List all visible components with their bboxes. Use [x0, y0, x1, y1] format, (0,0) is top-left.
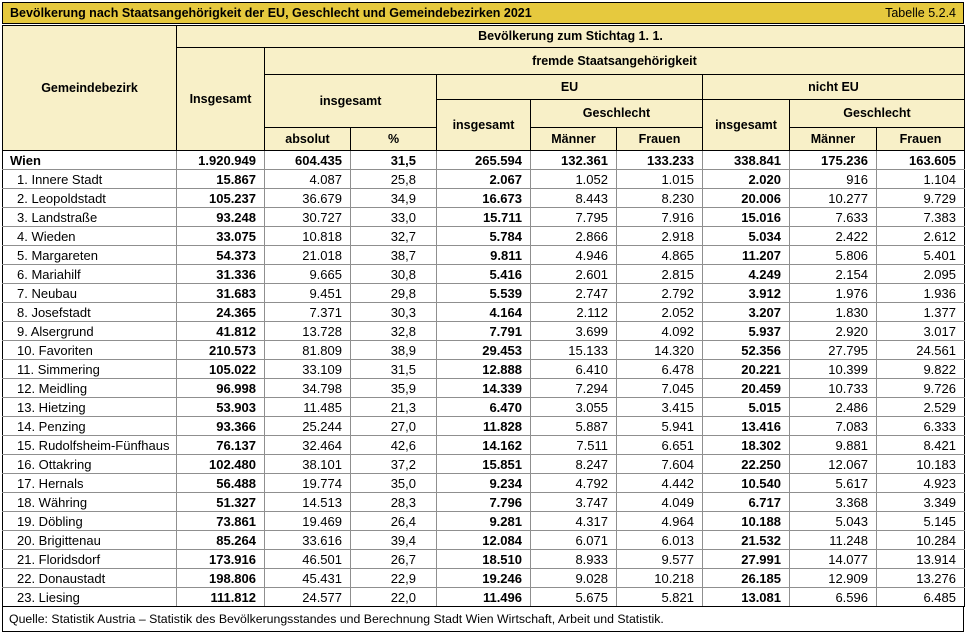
table-row: [3, 227, 965, 246]
value-cell: 2.612: [877, 227, 965, 246]
value-cell: 2.112: [531, 303, 617, 322]
value-cell: 32,8: [351, 322, 437, 341]
value-cell: 33,0: [351, 208, 437, 227]
column-header-geschlecht-eu: Geschlecht: [531, 100, 703, 128]
value-cell: 10.277: [790, 189, 877, 208]
value-cell: 27.991: [703, 550, 790, 569]
column-header-gemeindebezirk: Gemeindebezirk: [3, 26, 177, 151]
value-cell: 9.665: [265, 265, 351, 284]
value-cell: 41.812: [177, 322, 265, 341]
value-cell: 51.327: [177, 493, 265, 512]
value-cell: 5.145: [877, 512, 965, 531]
value-cell: 7.083: [790, 417, 877, 436]
value-cell: 7.916: [617, 208, 703, 227]
value-cell: 105.022: [177, 360, 265, 379]
value-cell: 31.683: [177, 284, 265, 303]
value-cell: 5.617: [790, 474, 877, 493]
district-name: 5. Margareten: [3, 246, 177, 265]
value-cell: 36.679: [265, 189, 351, 208]
value-cell: 604.435: [265, 151, 351, 170]
district-name: 3. Landstraße: [3, 208, 177, 227]
value-cell: 13.276: [877, 569, 965, 588]
value-cell: 6.596: [790, 588, 877, 607]
table-row: [3, 588, 965, 607]
value-cell: 28,3: [351, 493, 437, 512]
value-cell: 7.045: [617, 379, 703, 398]
value-cell: 33.616: [265, 531, 351, 550]
column-header-percent: %: [351, 128, 437, 151]
table-row: [3, 531, 965, 550]
table-row: [3, 550, 965, 569]
value-cell: 132.361: [531, 151, 617, 170]
value-cell: 4.865: [617, 246, 703, 265]
value-cell: 10.188: [703, 512, 790, 531]
value-cell: 20.221: [703, 360, 790, 379]
table-row: [3, 208, 965, 227]
table-row: [3, 189, 965, 208]
value-cell: 210.573: [177, 341, 265, 360]
value-cell: 38.101: [265, 455, 351, 474]
population-table: [2, 25, 965, 607]
value-cell: 163.605: [877, 151, 965, 170]
value-cell: 14.320: [617, 341, 703, 360]
value-cell: 2.792: [617, 284, 703, 303]
value-cell: 7.796: [437, 493, 531, 512]
value-cell: 6.071: [531, 531, 617, 550]
value-cell: 5.675: [531, 588, 617, 607]
value-cell: 20.459: [703, 379, 790, 398]
value-cell: 338.841: [703, 151, 790, 170]
value-cell: 81.809: [265, 341, 351, 360]
column-header-nicht-eu: nicht EU: [703, 75, 965, 100]
value-cell: 32,7: [351, 227, 437, 246]
value-cell: 5.015: [703, 398, 790, 417]
table-row: [3, 341, 965, 360]
value-cell: 9.451: [265, 284, 351, 303]
value-cell: 6.485: [877, 588, 965, 607]
value-cell: 15.016: [703, 208, 790, 227]
value-cell: 7.294: [531, 379, 617, 398]
value-cell: 9.811: [437, 246, 531, 265]
value-cell: 39,4: [351, 531, 437, 550]
value-cell: 2.815: [617, 265, 703, 284]
value-cell: 35,0: [351, 474, 437, 493]
value-cell: 6.333: [877, 417, 965, 436]
value-cell: 45.431: [265, 569, 351, 588]
value-cell: 21.532: [703, 531, 790, 550]
value-cell: 24.577: [265, 588, 351, 607]
value-cell: 8.421: [877, 436, 965, 455]
district-name: 2. Leopoldstadt: [3, 189, 177, 208]
value-cell: 56.488: [177, 474, 265, 493]
value-cell: 7.795: [531, 208, 617, 227]
value-cell: 15.867: [177, 170, 265, 189]
district-name: 20. Brigittenau: [3, 531, 177, 550]
value-cell: 916: [790, 170, 877, 189]
table-header: [3, 26, 965, 151]
value-cell: 22.250: [703, 455, 790, 474]
value-cell: 33.075: [177, 227, 265, 246]
value-cell: 3.699: [531, 322, 617, 341]
value-cell: 32.464: [265, 436, 351, 455]
value-cell: 4.923: [877, 474, 965, 493]
value-cell: 24.365: [177, 303, 265, 322]
value-cell: 24.561: [877, 341, 965, 360]
district-name: 21. Floridsdorf: [3, 550, 177, 569]
value-cell: 30,3: [351, 303, 437, 322]
value-cell: 2.920: [790, 322, 877, 341]
value-cell: 7.511: [531, 436, 617, 455]
district-name: 18. Währing: [3, 493, 177, 512]
column-header-frauen-eu: Frauen: [617, 128, 703, 151]
value-cell: 5.806: [790, 246, 877, 265]
value-cell: 3.349: [877, 493, 965, 512]
table-row: [3, 398, 965, 417]
value-cell: 3.747: [531, 493, 617, 512]
value-cell: 7.604: [617, 455, 703, 474]
value-cell: 31,5: [351, 151, 437, 170]
value-cell: 29.453: [437, 341, 531, 360]
table-row: [3, 265, 965, 284]
value-cell: 7.371: [265, 303, 351, 322]
column-header-eu: EU: [437, 75, 703, 100]
value-cell: 9.281: [437, 512, 531, 531]
value-cell: 1.377: [877, 303, 965, 322]
value-cell: 3.415: [617, 398, 703, 417]
district-name: 8. Josefstadt: [3, 303, 177, 322]
value-cell: 26,7: [351, 550, 437, 569]
value-cell: 4.164: [437, 303, 531, 322]
value-cell: 1.015: [617, 170, 703, 189]
table-row: [3, 170, 965, 189]
value-cell: 11.485: [265, 398, 351, 417]
district-name: 17. Hernals: [3, 474, 177, 493]
value-cell: 13.081: [703, 588, 790, 607]
value-cell: 38,9: [351, 341, 437, 360]
value-cell: 31,5: [351, 360, 437, 379]
value-cell: 8.443: [531, 189, 617, 208]
value-cell: 34.798: [265, 379, 351, 398]
value-cell: 27,0: [351, 417, 437, 436]
source-text: Quelle: Statistik Austria – Statistik des Bevölkerungsstandes und Berechnung Stadt Wien Wirtschaft, Arbeit und Statistik.: [9, 612, 664, 626]
value-cell: 12.067: [790, 455, 877, 474]
value-cell: 2.918: [617, 227, 703, 246]
value-cell: 10.399: [790, 360, 877, 379]
value-cell: 10.540: [703, 474, 790, 493]
district-name: 11. Simmering: [3, 360, 177, 379]
value-cell: 31.336: [177, 265, 265, 284]
value-cell: 133.233: [617, 151, 703, 170]
value-cell: 105.237: [177, 189, 265, 208]
value-cell: 6.013: [617, 531, 703, 550]
table-row: [3, 379, 965, 398]
table-row: [3, 493, 965, 512]
value-cell: 22,9: [351, 569, 437, 588]
value-cell: 25,8: [351, 170, 437, 189]
value-cell: 9.726: [877, 379, 965, 398]
column-header-insgesamt-nicht-eu: insgesamt: [703, 100, 790, 151]
value-cell: 13.416: [703, 417, 790, 436]
value-cell: 1.052: [531, 170, 617, 189]
value-cell: 3.912: [703, 284, 790, 303]
value-cell: 14.513: [265, 493, 351, 512]
table-row: [3, 474, 965, 493]
value-cell: 4.946: [531, 246, 617, 265]
table-row: [3, 284, 965, 303]
value-cell: 4.049: [617, 493, 703, 512]
value-cell: 3.055: [531, 398, 617, 417]
value-cell: 19.246: [437, 569, 531, 588]
value-cell: 37,2: [351, 455, 437, 474]
district-name: 16. Ottakring: [3, 455, 177, 474]
value-cell: 13.728: [265, 322, 351, 341]
value-cell: 4.087: [265, 170, 351, 189]
value-cell: 11.828: [437, 417, 531, 436]
value-cell: 5.043: [790, 512, 877, 531]
value-cell: 6.478: [617, 360, 703, 379]
district-name: 15. Rudolfsheim-Fünfhaus: [3, 436, 177, 455]
value-cell: 5.416: [437, 265, 531, 284]
value-cell: 9.881: [790, 436, 877, 455]
value-cell: 10.284: [877, 531, 965, 550]
value-cell: 9.028: [531, 569, 617, 588]
value-cell: 20.006: [703, 189, 790, 208]
value-cell: 1.936: [877, 284, 965, 303]
value-cell: 15.851: [437, 455, 531, 474]
district-name: 13. Hietzing: [3, 398, 177, 417]
district-name: 12. Meidling: [3, 379, 177, 398]
column-header-frauen-nicht-eu: Frauen: [877, 128, 965, 151]
district-name: 9. Alsergrund: [3, 322, 177, 341]
value-cell: 10.183: [877, 455, 965, 474]
value-cell: 13.914: [877, 550, 965, 569]
value-cell: 29,8: [351, 284, 437, 303]
value-cell: 5.887: [531, 417, 617, 436]
value-cell: 93.366: [177, 417, 265, 436]
value-cell: 15.133: [531, 341, 617, 360]
value-cell: 2.154: [790, 265, 877, 284]
value-cell: 6.717: [703, 493, 790, 512]
value-cell: 14.077: [790, 550, 877, 569]
value-cell: 4.442: [617, 474, 703, 493]
district-name: 22. Donaustadt: [3, 569, 177, 588]
value-cell: 1.920.949: [177, 151, 265, 170]
value-cell: 14.339: [437, 379, 531, 398]
value-cell: 2.020: [703, 170, 790, 189]
column-header-geschlecht-nicht-eu: Geschlecht: [790, 100, 965, 128]
value-cell: 4.964: [617, 512, 703, 531]
value-cell: 5.401: [877, 246, 965, 265]
value-cell: 10.218: [617, 569, 703, 588]
value-cell: 35,9: [351, 379, 437, 398]
value-cell: 12.084: [437, 531, 531, 550]
table-row: [3, 512, 965, 531]
value-cell: 2.486: [790, 398, 877, 417]
table-body: [3, 151, 965, 607]
page-title: Bevölkerung nach Staatsangehörigkeit der EU, Geschlecht und Gemeindebezirken 2021: [10, 6, 532, 20]
value-cell: 12.888: [437, 360, 531, 379]
value-cell: 4.792: [531, 474, 617, 493]
value-cell: 5.937: [703, 322, 790, 341]
value-cell: 14.162: [437, 436, 531, 455]
value-cell: 18.302: [703, 436, 790, 455]
value-cell: 15.711: [437, 208, 531, 227]
value-cell: 2.529: [877, 398, 965, 417]
district-name: 7. Neubau: [3, 284, 177, 303]
value-cell: 1.830: [790, 303, 877, 322]
column-header-stichtag: Bevölkerung zum Stichtag 1. 1.: [177, 26, 965, 48]
value-cell: 22,0: [351, 588, 437, 607]
value-cell: 11.248: [790, 531, 877, 550]
value-cell: 4.092: [617, 322, 703, 341]
column-header-maenner-eu: Männer: [531, 128, 617, 151]
value-cell: 111.812: [177, 588, 265, 607]
column-header-insgesamt-total: Insgesamt: [177, 48, 265, 151]
value-cell: 93.248: [177, 208, 265, 227]
value-cell: 5.821: [617, 588, 703, 607]
value-cell: 2.052: [617, 303, 703, 322]
table-row: [3, 417, 965, 436]
value-cell: 5.941: [617, 417, 703, 436]
value-cell: 85.264: [177, 531, 265, 550]
value-cell: 9.822: [877, 360, 965, 379]
value-cell: 2.067: [437, 170, 531, 189]
table-row: [3, 455, 965, 474]
table-row: [3, 151, 965, 170]
column-header-fremde-staatsangehoerigkeit: fremde Staatsangehörigkeit: [265, 48, 965, 75]
value-cell: 26.185: [703, 569, 790, 588]
value-cell: 12.909: [790, 569, 877, 588]
value-cell: 2.747: [531, 284, 617, 303]
value-cell: 8.230: [617, 189, 703, 208]
value-cell: 5.539: [437, 284, 531, 303]
value-cell: 1.104: [877, 170, 965, 189]
value-cell: 34,9: [351, 189, 437, 208]
value-cell: 6.651: [617, 436, 703, 455]
value-cell: 52.356: [703, 341, 790, 360]
value-cell: 16.673: [437, 189, 531, 208]
value-cell: 265.594: [437, 151, 531, 170]
source-note: [2, 606, 964, 632]
value-cell: 21.018: [265, 246, 351, 265]
value-cell: 73.861: [177, 512, 265, 531]
column-header-insgesamt-eu: insgesamt: [437, 100, 531, 151]
value-cell: 2.095: [877, 265, 965, 284]
district-name: 19. Döbling: [3, 512, 177, 531]
value-cell: 33.109: [265, 360, 351, 379]
value-cell: 8.933: [531, 550, 617, 569]
district-name: 4. Wieden: [3, 227, 177, 246]
table-title-bar: [2, 2, 964, 24]
value-cell: 19.774: [265, 474, 351, 493]
value-cell: 3.368: [790, 493, 877, 512]
value-cell: 26,4: [351, 512, 437, 531]
value-cell: 21,3: [351, 398, 437, 417]
value-cell: 9.729: [877, 189, 965, 208]
table-reference: Tabelle 5.2.4: [885, 6, 956, 20]
value-cell: 9.234: [437, 474, 531, 493]
value-cell: 175.236: [790, 151, 877, 170]
value-cell: 54.373: [177, 246, 265, 265]
value-cell: 42,6: [351, 436, 437, 455]
value-cell: 53.903: [177, 398, 265, 417]
value-cell: 3.207: [703, 303, 790, 322]
value-cell: 46.501: [265, 550, 351, 569]
table-row: [3, 322, 965, 341]
district-name: 23. Liesing: [3, 588, 177, 607]
value-cell: 11.207: [703, 246, 790, 265]
value-cell: 30,8: [351, 265, 437, 284]
value-cell: 1.976: [790, 284, 877, 303]
district-name: Wien: [3, 151, 177, 170]
column-header-insgesamt-fremde: insgesamt: [265, 75, 437, 128]
value-cell: 7.633: [790, 208, 877, 227]
value-cell: 19.469: [265, 512, 351, 531]
district-name: 10. Favoriten: [3, 341, 177, 360]
value-cell: 76.137: [177, 436, 265, 455]
district-name: 6. Mariahilf: [3, 265, 177, 284]
value-cell: 38,7: [351, 246, 437, 265]
value-cell: 4.249: [703, 265, 790, 284]
value-cell: 96.998: [177, 379, 265, 398]
value-cell: 7.383: [877, 208, 965, 227]
value-cell: 27.795: [790, 341, 877, 360]
value-cell: 2.866: [531, 227, 617, 246]
value-cell: 8.247: [531, 455, 617, 474]
table-row: [3, 303, 965, 322]
table-row: [3, 436, 965, 455]
value-cell: 11.496: [437, 588, 531, 607]
value-cell: 5.784: [437, 227, 531, 246]
district-name: 14. Penzing: [3, 417, 177, 436]
value-cell: 10.818: [265, 227, 351, 246]
value-cell: 7.791: [437, 322, 531, 341]
value-cell: 3.017: [877, 322, 965, 341]
value-cell: 10.733: [790, 379, 877, 398]
value-cell: 18.510: [437, 550, 531, 569]
value-cell: 6.470: [437, 398, 531, 417]
value-cell: 173.916: [177, 550, 265, 569]
table-row: [3, 569, 965, 588]
value-cell: 102.480: [177, 455, 265, 474]
value-cell: 25.244: [265, 417, 351, 436]
value-cell: 2.422: [790, 227, 877, 246]
table-row: [3, 246, 965, 265]
value-cell: 6.410: [531, 360, 617, 379]
district-name: 1. Innere Stadt: [3, 170, 177, 189]
value-cell: 30.727: [265, 208, 351, 227]
value-cell: 2.601: [531, 265, 617, 284]
value-cell: 9.577: [617, 550, 703, 569]
column-header-maenner-nicht-eu: Männer: [790, 128, 877, 151]
value-cell: 4.317: [531, 512, 617, 531]
value-cell: 5.034: [703, 227, 790, 246]
value-cell: 198.806: [177, 569, 265, 588]
column-header-absolut: absolut: [265, 128, 351, 151]
table-row: [3, 360, 965, 379]
